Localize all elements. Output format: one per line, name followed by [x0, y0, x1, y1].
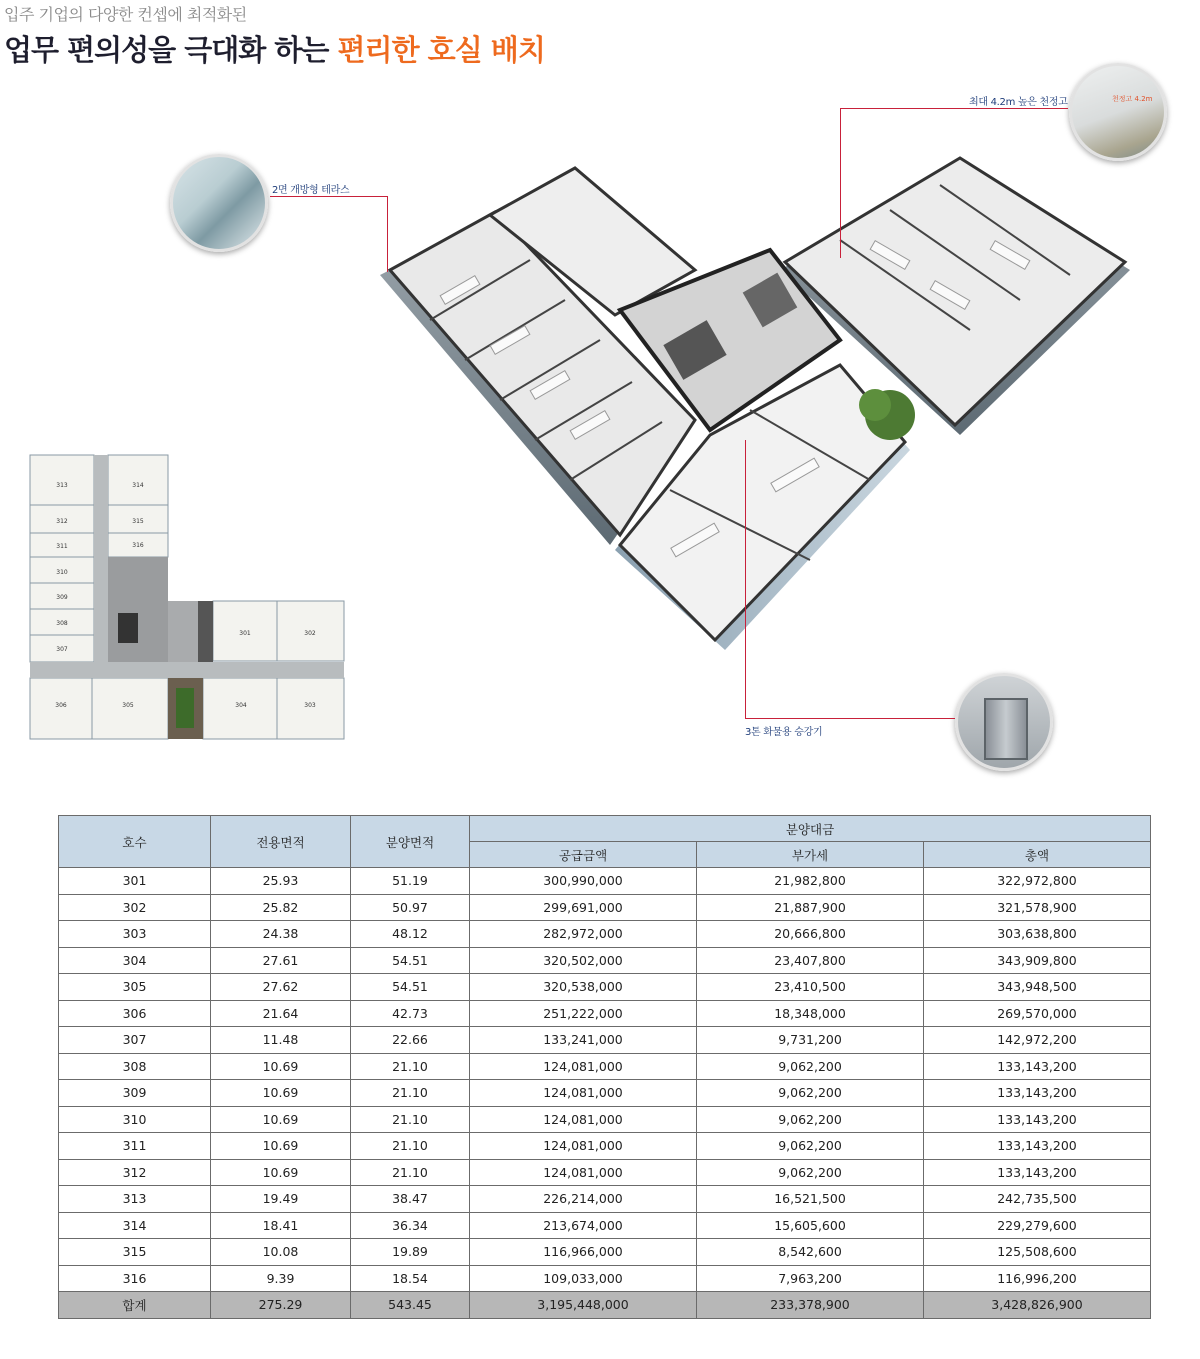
table-cell: 27.61 [211, 947, 351, 974]
total-cell: 3,428,826,900 [924, 1292, 1151, 1319]
page-subtitle: 입주 기업의 다양한 컨셉에 최적화된 [4, 5, 247, 24]
table-cell: 320,502,000 [470, 947, 697, 974]
table-cell: 9,731,200 [697, 1027, 924, 1054]
table-cell: 133,143,200 [924, 1133, 1151, 1160]
table-row [59, 921, 1151, 948]
table-cell: 300,990,000 [470, 868, 697, 895]
table-cell: 251,222,000 [470, 1000, 697, 1027]
table-cell: 316 [59, 1265, 211, 1292]
table-cell: 124,081,000 [470, 1159, 697, 1186]
table-row [59, 1080, 1151, 1107]
table-row [59, 1159, 1151, 1186]
table-cell: 343,948,500 [924, 974, 1151, 1001]
table-cell: 9.39 [211, 1265, 351, 1292]
title-main: 업무 편의성을 극대화 하는 [4, 33, 338, 67]
page-title [4, 28, 545, 69]
table-cell: 303,638,800 [924, 921, 1151, 948]
table-cell: 343,909,800 [924, 947, 1151, 974]
table-cell: 9,062,200 [697, 1133, 924, 1160]
table-cell: 21.10 [351, 1053, 470, 1080]
isometric-floor-illustration [370, 150, 1140, 670]
table-cell: 22.66 [351, 1027, 470, 1054]
table-cell: 142,972,200 [924, 1027, 1151, 1054]
key-floor-plan [28, 453, 346, 741]
table-cell: 9,062,200 [697, 1053, 924, 1080]
table-row [59, 1265, 1151, 1292]
ceiling-leader-line [840, 108, 1068, 109]
table-cell: 25.93 [211, 868, 351, 895]
table-cell: 125,508,600 [924, 1239, 1151, 1266]
table-row [59, 894, 1151, 921]
table-row [59, 1133, 1151, 1160]
table-cell: 25.82 [211, 894, 351, 921]
terrace-photo [170, 154, 268, 252]
keyplan-unit-305: 305 [122, 702, 134, 709]
table-cell: 10.08 [211, 1239, 351, 1266]
header-vat: 부가세 [697, 842, 924, 868]
table-cell: 310 [59, 1106, 211, 1133]
table-cell: 9,062,200 [697, 1080, 924, 1107]
ceiling-badge: 천정고 4.2m [1112, 95, 1153, 103]
table-cell: 133,143,200 [924, 1053, 1151, 1080]
keyplan-unit-315: 315 [132, 518, 144, 525]
table-cell: 305 [59, 974, 211, 1001]
terrace-leader-line-v [387, 196, 388, 272]
table-row [59, 1186, 1151, 1213]
table-cell: 116,996,200 [924, 1265, 1151, 1292]
elevator-photo [955, 673, 1053, 771]
table-cell: 10.69 [211, 1133, 351, 1160]
table-cell: 133,143,200 [924, 1159, 1151, 1186]
table-row [59, 1027, 1151, 1054]
table-cell: 322,972,800 [924, 868, 1151, 895]
terrace-label: 2면 개방형 테라스 [272, 185, 350, 196]
table-cell: 7,963,200 [697, 1265, 924, 1292]
table-cell: 133,143,200 [924, 1080, 1151, 1107]
header-supply-price: 공급금액 [470, 842, 697, 868]
table-cell: 23,407,800 [697, 947, 924, 974]
header-total: 총액 [924, 842, 1151, 868]
table-cell: 321,578,900 [924, 894, 1151, 921]
table-cell: 314 [59, 1212, 211, 1239]
table-cell: 301 [59, 868, 211, 895]
table-cell: 48.12 [351, 921, 470, 948]
table-cell: 303 [59, 921, 211, 948]
table-cell: 21.10 [351, 1133, 470, 1160]
ceiling-leader-line-v [840, 108, 841, 258]
table-cell: 18,348,000 [697, 1000, 924, 1027]
terrace-leader-line [270, 196, 388, 197]
table-cell: 109,033,000 [470, 1265, 697, 1292]
table-cell: 8,542,600 [697, 1239, 924, 1266]
table-cell: 226,214,000 [470, 1186, 697, 1213]
table-cell: 309 [59, 1080, 211, 1107]
table-cell: 54.51 [351, 974, 470, 1001]
keyplan-unit-302: 302 [304, 630, 316, 637]
table-cell: 42.73 [351, 1000, 470, 1027]
elevator-label: 3톤 화물용 승강기 [745, 727, 823, 738]
table-row [59, 1239, 1151, 1266]
keyplan-unit-316: 316 [132, 542, 144, 549]
keyplan-unit-313: 313 [56, 482, 68, 489]
header-sale-area: 분양면적 [351, 816, 470, 868]
table-cell: 124,081,000 [470, 1080, 697, 1107]
table-cell: 308 [59, 1053, 211, 1080]
table-cell: 302 [59, 894, 211, 921]
keyplan-unit-312: 312 [56, 518, 68, 525]
table-cell: 9,062,200 [697, 1106, 924, 1133]
table-cell: 19.49 [211, 1186, 351, 1213]
table-cell: 21.10 [351, 1159, 470, 1186]
elevator-leader-line-v [745, 440, 746, 719]
total-cell: 275.29 [211, 1292, 351, 1319]
table-cell: 10.69 [211, 1159, 351, 1186]
table-cell: 24.38 [211, 921, 351, 948]
price-table [58, 815, 1151, 1319]
table-cell: 23,410,500 [697, 974, 924, 1001]
table-cell: 27.62 [211, 974, 351, 1001]
ceiling-photo [1069, 63, 1167, 161]
table-cell: 18.41 [211, 1212, 351, 1239]
table-cell: 124,081,000 [470, 1106, 697, 1133]
keyplan-unit-304: 304 [235, 702, 247, 709]
table-cell: 19.89 [351, 1239, 470, 1266]
table-cell: 299,691,000 [470, 894, 697, 921]
table-cell: 124,081,000 [470, 1133, 697, 1160]
table-row [59, 1106, 1151, 1133]
table-cell: 50.97 [351, 894, 470, 921]
table-cell: 133,241,000 [470, 1027, 697, 1054]
table-cell: 315 [59, 1239, 211, 1266]
table-cell: 307 [59, 1027, 211, 1054]
table-cell: 124,081,000 [470, 1053, 697, 1080]
table-cell: 282,972,000 [470, 921, 697, 948]
keyplan-unit-303: 303 [304, 702, 316, 709]
table-cell: 54.51 [351, 947, 470, 974]
table-cell: 242,735,500 [924, 1186, 1151, 1213]
header-exclusive-area: 전용면적 [211, 816, 351, 868]
table-cell: 312 [59, 1159, 211, 1186]
total-cell: 543.45 [351, 1292, 470, 1319]
table-cell: 269,570,000 [924, 1000, 1151, 1027]
keyplan-unit-307: 307 [56, 646, 68, 653]
table-cell: 21.64 [211, 1000, 351, 1027]
table-cell: 304 [59, 947, 211, 974]
table-cell: 21.10 [351, 1106, 470, 1133]
keyplan-unit-309: 309 [56, 594, 68, 601]
table-cell: 311 [59, 1133, 211, 1160]
table-cell: 10.69 [211, 1106, 351, 1133]
table-cell: 16,521,500 [697, 1186, 924, 1213]
elevator-leader-line [745, 718, 955, 719]
keyplan-unit-310: 310 [56, 569, 68, 576]
table-row [59, 947, 1151, 974]
header-unit: 호수 [59, 816, 211, 868]
table-cell: 38.47 [351, 1186, 470, 1213]
header-price-group: 분양대금 [470, 816, 1151, 842]
table-total-row [59, 1292, 1151, 1319]
table-cell: 21,982,800 [697, 868, 924, 895]
keyplan-unit-314: 314 [132, 482, 144, 489]
keyplan-unit-301: 301 [239, 630, 251, 637]
table-cell: 15,605,600 [697, 1212, 924, 1239]
table-cell: 20,666,800 [697, 921, 924, 948]
table-cell: 21.10 [351, 1080, 470, 1107]
table-cell: 36.34 [351, 1212, 470, 1239]
keyplan-unit-311: 311 [56, 543, 68, 550]
table-row [59, 1000, 1151, 1027]
table-cell: 229,279,600 [924, 1212, 1151, 1239]
ceiling-label: 최대 4.2m 높은 천정고 [969, 97, 1068, 108]
table-row [59, 1053, 1151, 1080]
table-cell: 213,674,000 [470, 1212, 697, 1239]
table-cell: 51.19 [351, 868, 470, 895]
title-highlight: 편리한 호실 배치 [337, 33, 545, 67]
table-cell: 320,538,000 [470, 974, 697, 1001]
table-cell: 133,143,200 [924, 1106, 1151, 1133]
total-cell: 233,378,900 [697, 1292, 924, 1319]
table-cell: 306 [59, 1000, 211, 1027]
table-cell: 11.48 [211, 1027, 351, 1054]
table-cell: 10.69 [211, 1080, 351, 1107]
table-cell: 21,887,900 [697, 894, 924, 921]
table-row [59, 974, 1151, 1001]
keyplan-unit-306: 306 [55, 702, 67, 709]
table-cell: 116,966,000 [470, 1239, 697, 1266]
total-cell: 합계 [59, 1292, 211, 1319]
table-row [59, 1212, 1151, 1239]
total-cell: 3,195,448,000 [470, 1292, 697, 1319]
table-cell: 18.54 [351, 1265, 470, 1292]
table-cell: 10.69 [211, 1053, 351, 1080]
table-row [59, 868, 1151, 895]
table-cell: 9,062,200 [697, 1159, 924, 1186]
table-cell: 313 [59, 1186, 211, 1213]
keyplan-unit-308: 308 [56, 620, 68, 627]
